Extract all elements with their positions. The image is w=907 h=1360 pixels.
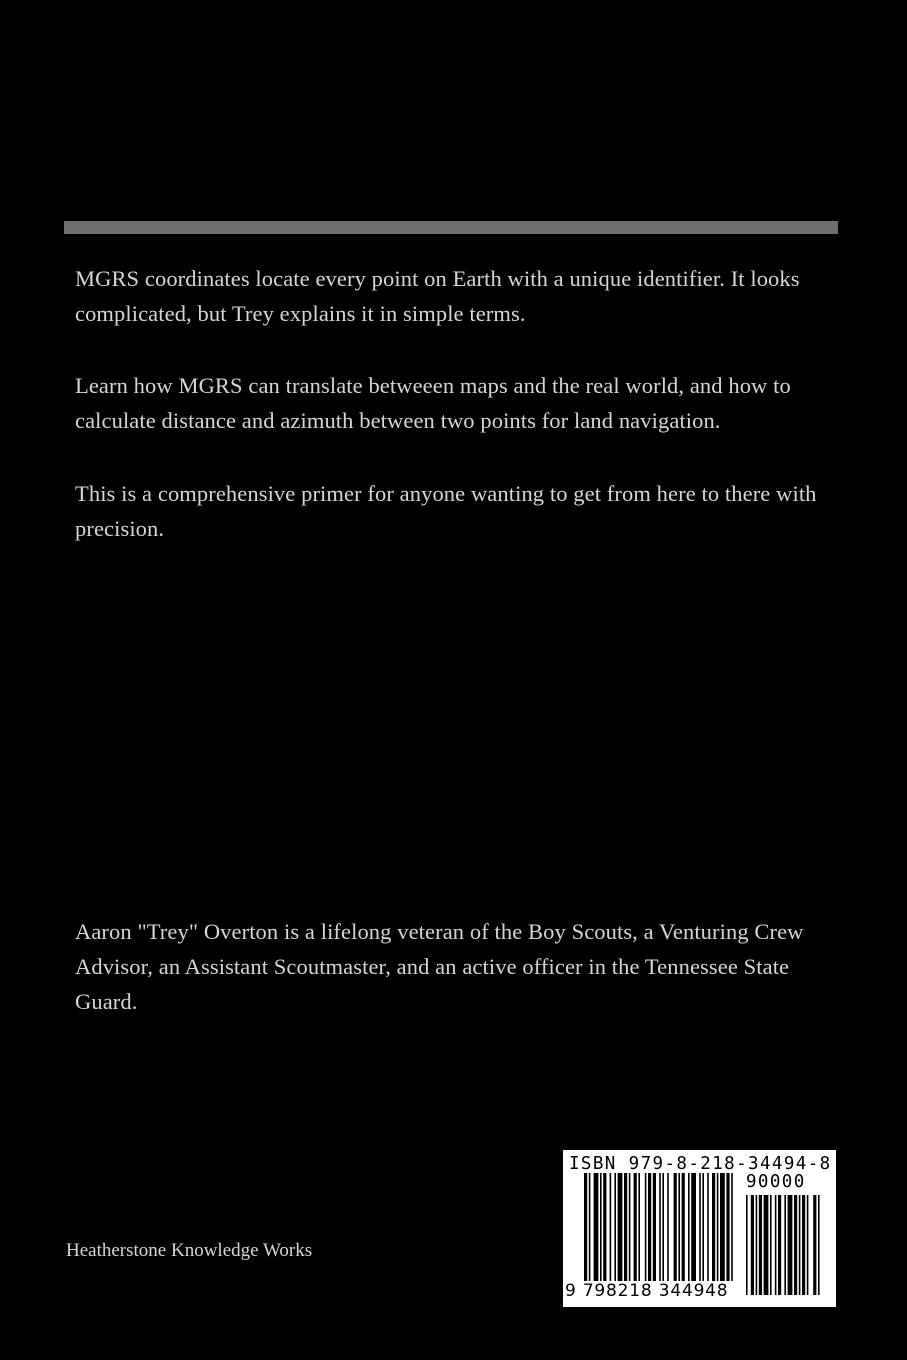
barcode-bar: [624, 1173, 627, 1281]
barcode-addon-bar: [799, 1195, 801, 1295]
barcode-addon-bar: [778, 1195, 781, 1295]
barcode-addon-bar: [775, 1195, 777, 1295]
barcode-bar: [702, 1173, 704, 1281]
barcode-bar: [589, 1173, 591, 1281]
barcode-bar: [720, 1173, 725, 1281]
description-paragraph-3: This is a comprehensive primer for anyone wanting to get from here to there with precision.: [75, 481, 817, 541]
barcode-bar: [707, 1173, 709, 1281]
barcode-bar: [629, 1173, 631, 1281]
author-bio: Aaron "Trey" Overton is a lifelong veteran of the Boy Scouts, a Venturing Crew Advisor, an Assistant Scoutmaster, and an active officer in the Tennessee State Guard.: [75, 919, 804, 1014]
barcode-bar: [678, 1173, 680, 1281]
barcode-bar: [603, 1173, 606, 1281]
description-paragraph-1: MGRS coordinates locate every point on Earth with a unique identifier. It looks complicated, but Trey explains it in simple terms.: [75, 266, 800, 326]
barcode-bar: [717, 1173, 719, 1281]
barcode-bar: [731, 1173, 733, 1281]
barcode-bar: [638, 1173, 640, 1281]
barcode-bar: [699, 1173, 701, 1281]
barcode-bar: [688, 1173, 690, 1281]
barcode-bar: [634, 1173, 637, 1281]
barcode-bar: [584, 1173, 587, 1281]
barcode-addon-bar: [788, 1195, 793, 1295]
barcode-addon-bar: [813, 1195, 816, 1295]
barcode-addon-bar: [759, 1195, 762, 1295]
barcode-bar: [682, 1173, 685, 1281]
barcode-bar: [618, 1173, 623, 1281]
barcode-bar: [610, 1173, 612, 1281]
barcode-bar: [648, 1173, 651, 1281]
publisher-name: Heatherstone Knowledge Works: [66, 1240, 313, 1261]
barcode-addon-bar: [746, 1195, 748, 1295]
barcode-digits: 9 798218 344948: [565, 1281, 729, 1301]
barcode-bar: [712, 1173, 715, 1281]
barcode-bar: [659, 1173, 661, 1281]
barcode-addon-bar: [818, 1195, 820, 1295]
barcode-addon-bar: [784, 1195, 786, 1295]
barcode-bar: [726, 1173, 729, 1281]
isbn-barcode: [563, 1150, 836, 1307]
barcode-bar: [614, 1173, 616, 1281]
barcode-addon-bar: [751, 1195, 754, 1295]
isbn-label: ISBN 979-8-218-34494-8: [569, 1154, 832, 1174]
description-paragraph-2: Learn how MGRS can translate betweeen maps and the real world, and how to calculate distance and azimuth between two points for land navigation.: [75, 373, 791, 433]
barcode-addon-bar: [764, 1195, 769, 1295]
barcode-addon-bar: [802, 1195, 805, 1295]
barcode-bar: [645, 1173, 647, 1281]
barcode-addon-bar: [756, 1195, 758, 1295]
barcode-addon-bar: [794, 1195, 797, 1295]
barcode-bar: [662, 1173, 664, 1281]
barcode-bar: [667, 1173, 669, 1281]
barcode-addon-code: 90000: [746, 1172, 806, 1192]
decorative-rule: [64, 221, 838, 234]
barcode-addon-bar: [807, 1195, 809, 1295]
barcode-bar: [653, 1173, 656, 1281]
barcode-bar: [674, 1173, 677, 1281]
barcode-bar: [691, 1173, 696, 1281]
barcode-bar: [600, 1173, 602, 1281]
barcode-addon-bar: [770, 1195, 772, 1295]
barcode-bar: [594, 1173, 599, 1281]
